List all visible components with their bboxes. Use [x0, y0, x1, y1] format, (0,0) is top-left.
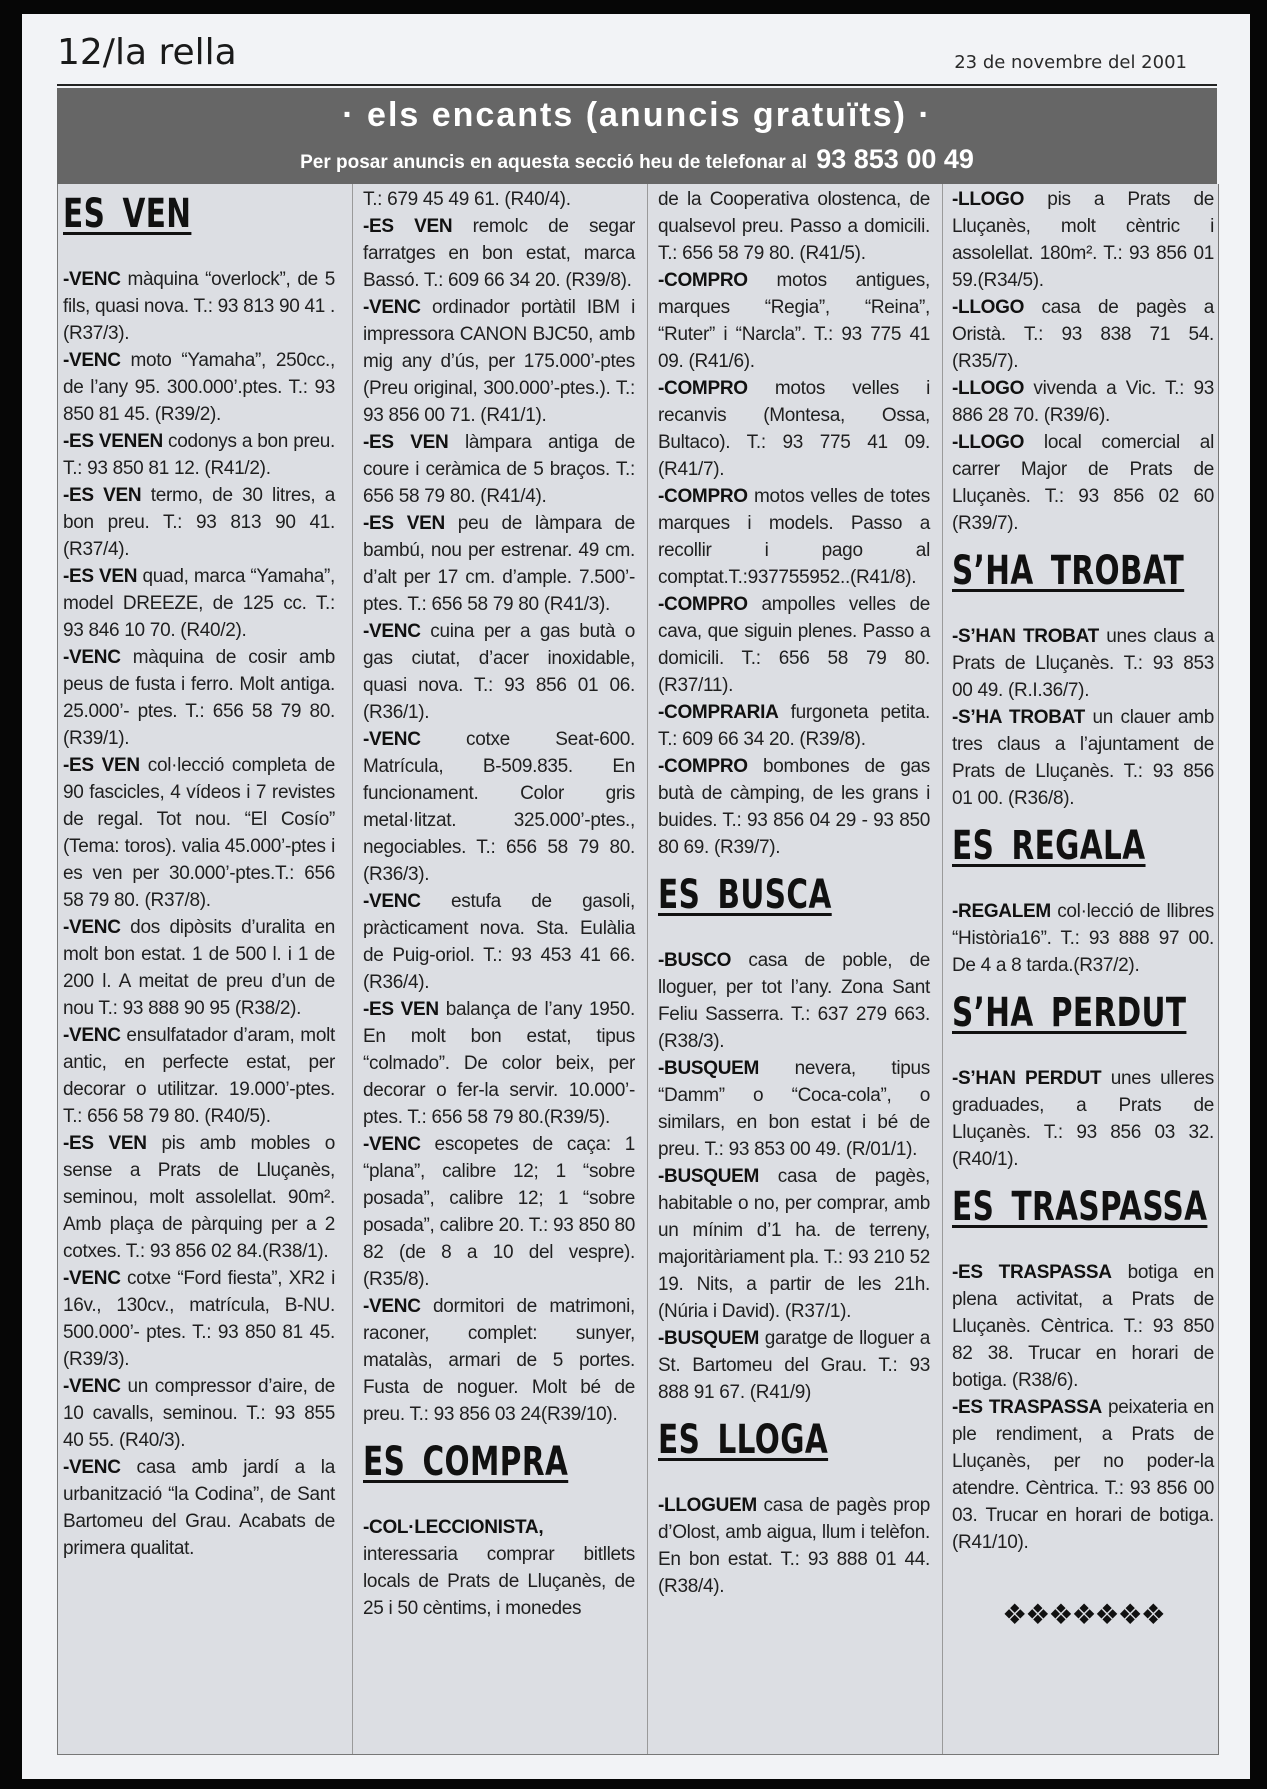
- ad-text: ampolles velles de cava, que siguin plenes. Passo a domicili. T.: 656 58 79 80. (R37/11).: [658, 594, 930, 696]
- ad-lead: -COL·LECCIONISTA,: [363, 1517, 544, 1538]
- classified-ad: [363, 294, 635, 429]
- ad-text: col·lecció completa de 90 fascicles, 4 vídeos i 7 revistes de regal. Tot nou. “El Cosío” (Tema: toros). valia 45.000’-ptes i es ven per 30.000’-ptes.T.: 656 58 79 80. (R37/8).: [63, 755, 336, 911]
- classified-ad: [363, 186, 635, 213]
- ad-lead: -ES VEN: [363, 432, 449, 453]
- ad-text: cotxe “Ford fiesta”, XR2 i 16v., 130cv., matrícula, B-NU. 500.000’- ptes. T.: 93 850 81 45. (R39/3).: [63, 1268, 335, 1370]
- ad-text: un compressor d’aire, de 10 cavalls, seminou. T.: 93 855 40 55. (R40/3).: [63, 1376, 335, 1451]
- classified-ad: [658, 1163, 930, 1325]
- ad-lead: -VENC: [63, 917, 121, 938]
- ad-text: motos velles i recanvis (Montesa, Ossa, Bultaco). T.: 93 775 41 09.(R41/7).: [658, 378, 930, 480]
- ad-text: motos antigues, marques “Regia”, “Reina”, “Ruter” i “Narcla”. T.: 93 775 41 09. (R41/6).: [658, 270, 930, 372]
- ad-lead: -COMPRARIA: [658, 702, 779, 723]
- ad-lead: -ES VENEN: [63, 431, 163, 452]
- ad-text: pis a Prats de Lluçanès, molt cèntric i assolellat. 180m². T.: 93 856 01 59.(R34/5).: [952, 189, 1214, 291]
- ad-lead: -VENC: [63, 1457, 121, 1478]
- ad-lead: -VENC: [363, 891, 421, 912]
- classified-ad: [363, 726, 635, 888]
- banner-title: · els encants (anuncis gratuïts) ·: [342, 96, 932, 134]
- ad-text: codonys a bon preu. T.: 93 850 81 12. (R41/2).: [63, 431, 335, 479]
- classified-ads-body: [57, 184, 1219, 1755]
- banner-phone-number: 93 853 00 49: [816, 144, 974, 174]
- classified-ad: [658, 1325, 930, 1406]
- ad-lead: -S’HAN TROBAT: [952, 626, 1099, 647]
- classified-ad: [363, 888, 635, 996]
- classified-ad: [952, 375, 1214, 429]
- classified-ad: [63, 644, 335, 752]
- ad-lead: -VENC: [63, 350, 121, 371]
- section-heading: ES REGALA: [952, 823, 1146, 869]
- ad-lead: -BUSQUEM: [658, 1328, 760, 1349]
- ad-lead: -LLOGO: [952, 189, 1025, 210]
- classified-ad: [63, 266, 335, 347]
- ad-text: garatge de lloguer a St. Bartomeu del Grau. T.: 93 888 91 67. (R41/9): [658, 1328, 930, 1403]
- ad-lead: -ES VEN: [363, 216, 453, 237]
- classified-ad: [63, 1373, 335, 1454]
- ad-text: balança de l’any 1950. En molt bon estat, tipus “colmado”. De color beix, per decorar o fer-la servir. 10.000’-ptes. T.: 656 58 79 80.(R39/5).: [363, 999, 635, 1128]
- ad-text: nevera, tipus “Damm” o “Coca-cola”, o similars, en bon estat i bé de preu. T.: 93 853 00 49. (R/01/1).: [658, 1058, 930, 1160]
- classified-ad: [63, 1265, 335, 1373]
- classified-ad: [952, 1394, 1214, 1556]
- ad-lead: -ES VEN: [63, 566, 138, 587]
- ad-text: unes claus a Prats de Lluçanès. T.: 93 853 00 49. (R.I.36/7).: [952, 626, 1214, 701]
- column-3: [647, 184, 942, 1754]
- classified-ad: [63, 347, 335, 428]
- ad-lead: -VENC: [63, 1268, 121, 1289]
- classified-ad: [952, 1259, 1214, 1394]
- ad-text: unes ulleres graduades, a Prats de Lluçanès. T.: 93 856 03 32. (R40/1).: [952, 1068, 1214, 1170]
- issue-date: 23 de novembre del 2001: [954, 52, 1187, 73]
- ad-text: quad, marca “Yamaha”, model DREEZE, de 125 cc. T.: 93 846 10 70. (R40/2).: [63, 566, 335, 641]
- classified-ad: [658, 267, 930, 375]
- classified-ad: [63, 1454, 335, 1562]
- classified-ad: [658, 186, 930, 267]
- ad-lead: -VENC: [363, 729, 421, 750]
- ad-lead: -REGALEM: [952, 901, 1051, 922]
- ad-lead: -VENC: [63, 1376, 121, 1397]
- ad-text: màquina de cosir amb peus de fusta i ferro. Molt antiga. 25.000’- ptes. T.: 656 58 79 80. (R39/1).: [63, 647, 335, 749]
- ad-text: remolc de segar farratges en bon estat, marca Bassó. T.: 609 66 34 20. (R39/8).: [363, 216, 635, 291]
- newspaper-page: [22, 14, 1250, 1779]
- ad-lead: -S’HA TROBAT: [952, 707, 1085, 728]
- ad-lead: -BUSCO: [658, 950, 732, 971]
- ad-lead: -VENC: [63, 269, 121, 290]
- ad-lead: -VENC: [63, 647, 121, 668]
- ad-lead: -VENC: [363, 1134, 421, 1155]
- classified-ad: [658, 591, 930, 699]
- ad-lead: -COMPRO: [658, 486, 748, 507]
- classified-ad: [363, 996, 635, 1131]
- ad-text: casa de pagès, habitable o no, per comprar, amb un mínim d’1 ha. de terreny, majoritàriament pla. T.: 93 210 52 19. Nits, a partir de les 21h. (Núria i David). (R37/1).: [658, 1166, 930, 1322]
- classified-ad: [363, 618, 635, 726]
- section-heading: ES COMPRA: [363, 1439, 569, 1485]
- section-heading: ES BUSCA: [658, 872, 832, 918]
- page-number-title: 12/la rella: [57, 32, 237, 73]
- ad-text: T.: 679 45 49 61. (R40/4).: [363, 189, 571, 210]
- ad-text: vivenda a Vic. T.: 93 886 28 70. (R39/6).: [952, 378, 1214, 426]
- ad-text: dos dipòsits d’uralita en molt bon estat. 1 de 500 l. i 1 de 200 l. A meitat de preu d’un de nou T.: 93 888 90 95 (R38/2).: [63, 917, 335, 1019]
- classified-ad: [63, 482, 335, 563]
- classified-ad: [952, 1065, 1214, 1173]
- ad-lead: -ES VEN: [63, 485, 142, 506]
- ad-text: termo, de 30 litres, a bon preu. T.: 93 813 90 41. (R37/4).: [63, 485, 335, 560]
- classified-ad: [658, 375, 930, 483]
- ad-text: ordinador portàtil IBM i impressora CANON BJC50, amb mig any d’ús, per 175.000’-ptes (Preu original, 300.000’-ptes.). T.: 93 856 00 71. (R41/1).: [363, 297, 635, 426]
- ad-text: dormitori de matrimoni, raconer, complet: sunyer, matalàs, armari de 5 portes. Fusta de noguer. Molt bé de preu. T.: 93 856 03 24(R39/10).: [363, 1296, 635, 1425]
- ad-text: casa de pagès a Oristà. T.: 93 838 71 54. (R35/7).: [952, 297, 1214, 372]
- ad-text: pis amb mobles o sense a Prats de Lluçanès, seminou, molt assolellat. 90m². Amb plaça de pàrquing per a 2 cotxes. T.: 93 856 02 84.(R38/1).: [63, 1133, 335, 1262]
- classified-ad: [952, 186, 1214, 294]
- ad-lead: -COMPRO: [658, 378, 748, 399]
- ad-lead: -BUSQUEM: [658, 1058, 760, 1079]
- section-heading: ES VEN: [63, 191, 192, 237]
- ad-lead: -LLOGO: [952, 297, 1025, 318]
- classified-ad: [363, 510, 635, 618]
- ad-text: bombones de gas butà de càmping, de les grans i buides. T.: 93 856 04 29 - 93 850 80 69. (R39/7).: [658, 756, 930, 858]
- ad-text: peu de làmpara de bambú, nou per estrenar. 49 cm. d’alt per 17 cm. d’ample. 7.500’-ptes. T.: 656 58 79 80 (R41/3).: [363, 513, 636, 615]
- classified-ad: [658, 1055, 930, 1163]
- ad-lead: -ES VEN: [363, 513, 445, 534]
- classified-ad: [363, 1131, 635, 1293]
- banner-subtitle-text: Per posar anuncis en aquesta secció heu de telefonar al: [300, 152, 807, 173]
- column-1: [58, 184, 352, 1754]
- classified-ad: [658, 483, 930, 591]
- ad-text: interessaria comprar bitllets locals de Prats de Lluçanès, de 25 i 50 cèntims, i monedes: [363, 1544, 635, 1619]
- classified-ad: [63, 1022, 335, 1130]
- section-heading: S’HA TROBAT: [952, 548, 1185, 594]
- classified-ad: [63, 428, 335, 482]
- decorative-ornament: ❖❖❖❖❖❖❖: [1002, 1599, 1164, 1630]
- classified-ad: [952, 704, 1214, 812]
- banner-subtitle: [57, 144, 1217, 175]
- section-heading: ES LLOGA: [658, 1417, 829, 1463]
- classified-ad: [63, 752, 335, 914]
- ad-lead: -VENC: [363, 621, 421, 642]
- ad-text: peixateria en ple rendiment, a Prats de Lluçanès, per no poder-la atendre. Cèntrica. T.: 93 856 00 03. Trucar en horari de botiga. (R41/10).: [952, 1397, 1215, 1553]
- classified-ad: [63, 1130, 335, 1265]
- ad-text: col·lecció de llibres “Història16”. T.: 93 888 97 00. De 4 a 8 tarda.(R37/2).: [952, 901, 1214, 976]
- classified-ad: [363, 213, 635, 294]
- ad-text: cotxe Seat-600. Matrícula, B-509.835. En funcionament. Color gris metal·litzat. 325.000’-ptes., negociables. T.: 656 58 79 80.(R36/3).: [363, 729, 635, 885]
- ad-text: casa amb jardí a la urbanització “la Codina”, de Sant Bartomeu del Grau. Acabats de primera qualitat.: [63, 1457, 335, 1559]
- ad-text: casa de pagès prop d’Olost, amb aigua, llum i telèfon. En bon estat. T.: 93 888 01 44. (R38/4).: [658, 1495, 930, 1597]
- section-banner: [57, 88, 1217, 184]
- ad-text: un clauer amb tres claus a l’ajuntament de Prats de Lluçanès. T.: 93 856 01 00. (R36/8).: [952, 707, 1214, 809]
- ad-text: botiga en plena activitat, a Prats de Lluçanès. Cèntrica. T.: 93 850 82 38. Trucar en horari de botiga. (R38/6).: [952, 1262, 1214, 1391]
- ad-lead: -LLOGO: [952, 432, 1025, 453]
- classified-ad: [658, 699, 930, 753]
- ad-text: local comercial al carrer Major de Prats de Lluçanès. T.: 93 856 02 60 (R39/7).: [952, 432, 1214, 534]
- ad-lead: -COMPRO: [658, 270, 748, 291]
- section-heading: ES TRASPASSA: [952, 1184, 1208, 1230]
- ad-text: moto “Yamaha”, 250cc., de l’any 95. 300.000’.ptes. T.: 93 850 81 45. (R39/2).: [63, 350, 335, 425]
- ad-text: casa de poble, de lloguer, per tot l’any. Zona Sant Feliu Sasserra. T.: 637 279 663. (R38/3).: [658, 950, 930, 1052]
- classified-ad: [952, 898, 1214, 979]
- ad-text: escopetes de caça: 1 “plana”, calibre 12; 1 “sobre posada”, calibre 12; 1 “sobre posada”, calibre 20. T.: 93 850 80 82 (de 8 a 10 del vespre). (R35/8).: [363, 1134, 635, 1290]
- ad-text: màquina “overlock”, de 5 fils, quasi nova. T.: 93 813 90 41 . (R37/3).: [63, 269, 335, 344]
- ad-lead: -LLOGO: [952, 378, 1025, 399]
- column-4: [942, 184, 1218, 1754]
- ad-text: estufa de gasoli, pràcticament nova. Sta. Eulàlia de Puig-oriol. T.: 93 453 41 66. (R36/4).: [363, 891, 635, 993]
- ad-text: furgoneta petita. T.: 609 66 34 20. (R39/8).: [658, 702, 930, 750]
- ad-lead: -LLOGUEM: [658, 1495, 757, 1516]
- ad-lead: -ES TRASPASSA: [952, 1262, 1112, 1283]
- section-heading: S’HA PERDUT: [952, 990, 1187, 1036]
- ad-text: de la Cooperativa olostenca, de qualsevol preu. Passo a domicili. T.: 656 58 79 80. (R41/5).: [658, 189, 930, 264]
- ad-lead: -ES TRASPASSA: [952, 1397, 1102, 1418]
- classified-ad: [363, 429, 635, 510]
- ad-lead: -BUSQUEM: [658, 1166, 760, 1187]
- ad-lead: -ES VEN: [63, 1133, 147, 1154]
- ad-lead: -VENC: [363, 1296, 421, 1317]
- ad-text: motos velles de totes marques i models. Passo a recollir i pago al comptat.T.:937755952..(R41/8).: [658, 486, 930, 588]
- classified-ad: [952, 429, 1214, 537]
- ad-lead: -COMPRO: [658, 594, 748, 615]
- classified-ad: [363, 1514, 635, 1622]
- classified-ad: [658, 753, 930, 861]
- column-2: [352, 184, 647, 1754]
- ad-lead: -VENC: [63, 1025, 121, 1046]
- classified-ad: [658, 1492, 930, 1600]
- classified-ad: [952, 623, 1214, 704]
- classified-ad: [363, 1293, 635, 1428]
- ad-lead: -S’HAN PERDUT: [952, 1068, 1102, 1089]
- ad-lead: -ES VEN: [363, 999, 439, 1020]
- ad-lead: -VENC: [363, 297, 421, 318]
- ad-lead: -COMPRO: [658, 756, 748, 777]
- running-head: [57, 26, 1217, 86]
- ad-text: cuina per a gas butà o gas ciutat, d’acer inoxidable, quasi nova. T.: 93 856 01 06. (R36/1).: [363, 621, 635, 723]
- classified-ad: [952, 294, 1214, 375]
- classified-ad: [63, 563, 335, 644]
- ad-text: ensulfatador d’aram, molt antic, en perfecte estat, per decorar o utilitzar. 19.000’-ptes. T.: 656 58 79 80. (R40/5).: [63, 1025, 335, 1127]
- ad-text: làmpara antiga de coure i ceràmica de 5 braços. T.: 656 58 79 80. (R41/4).: [363, 432, 636, 507]
- ad-lead: -ES VEN: [63, 755, 140, 776]
- classified-ad: [658, 947, 930, 1055]
- classified-ad: [63, 914, 335, 1022]
